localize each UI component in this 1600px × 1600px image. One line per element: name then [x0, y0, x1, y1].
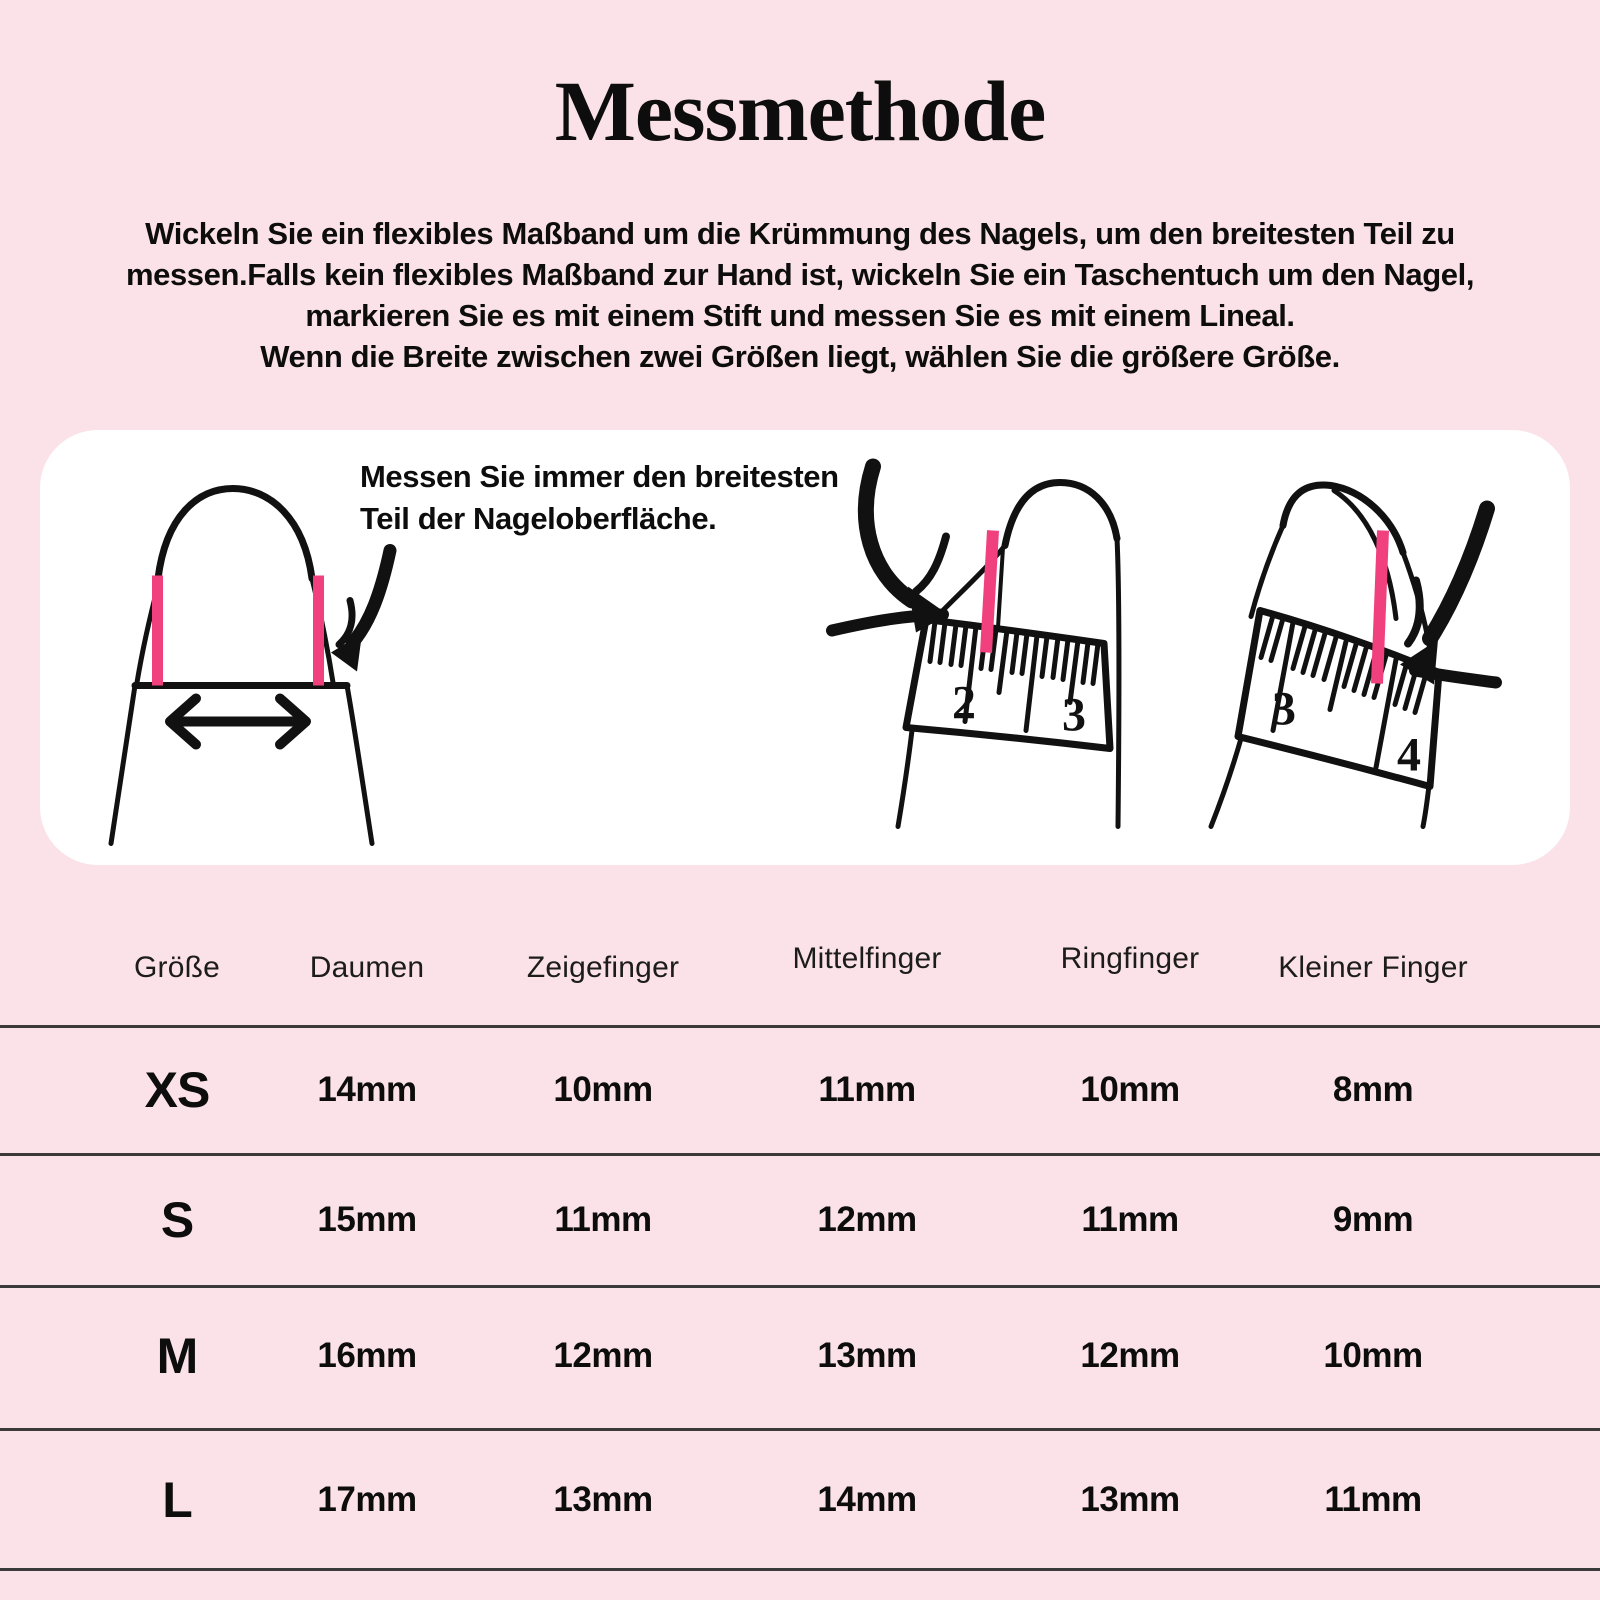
- header-mittelfinger: Mittelfinger: [792, 942, 942, 975]
- size-cell: M: [156, 1328, 198, 1384]
- page-title: Messmethode: [554, 63, 1046, 159]
- pointer-arrow-icon: [1400, 509, 1496, 685]
- value-cell: 9mm: [1332, 1200, 1414, 1239]
- table-divider: [0, 1428, 1600, 1431]
- table-divider: [0, 1285, 1600, 1288]
- table-divider: [0, 1153, 1600, 1156]
- value-cell: 17mm: [317, 1480, 417, 1519]
- measurement-diagram-panel: [40, 430, 1570, 865]
- value-cell: 10mm: [553, 1070, 653, 1109]
- header-zeigefinger: Zeigefinger: [526, 951, 680, 984]
- value-cell: 12mm: [553, 1336, 653, 1375]
- panel-note: [360, 456, 839, 540]
- value-cell: 16mm: [317, 1336, 417, 1375]
- header-daumen: Daumen: [309, 951, 425, 984]
- size-cell: L: [162, 1472, 192, 1528]
- pointer-arrow-icon: [832, 467, 948, 633]
- value-cell: 13mm: [1080, 1480, 1180, 1519]
- panel-note-line: Teil der Nageloberfläche.: [360, 501, 717, 536]
- intro-line: markieren Sie es mit einem Stift und messen Sie es mit einem Lineal.: [305, 298, 1295, 333]
- value-cell: 11mm: [554, 1200, 652, 1239]
- value-cell: 12mm: [817, 1200, 917, 1239]
- value-cell: 11mm: [1081, 1200, 1179, 1239]
- ruler-number: 3: [1272, 682, 1296, 736]
- table-divider: [0, 1568, 1600, 1571]
- header-groesse: Größe: [133, 951, 221, 984]
- size-cell: XS: [144, 1062, 210, 1118]
- value-cell: 10mm: [1323, 1336, 1423, 1375]
- value-cell: 8mm: [1332, 1070, 1414, 1109]
- value-cell: 13mm: [817, 1336, 917, 1375]
- value-cell: 13mm: [553, 1480, 653, 1519]
- value-cell: 10mm: [1080, 1070, 1180, 1109]
- table-divider: [0, 1025, 1600, 1028]
- value-cell: 15mm: [317, 1200, 417, 1239]
- header-kleiner-finger: Kleiner Finger: [1278, 951, 1468, 984]
- table-row-m: [0, 1316, 1600, 1396]
- measure-line-icon: [986, 531, 993, 653]
- nail-width-diagram: [111, 489, 390, 844]
- header-ringfinger: Ringfinger: [1060, 942, 1200, 975]
- ruler-number: 3: [1062, 688, 1086, 742]
- pointer-arrow-icon: [331, 551, 390, 672]
- tape-measure-diagram-right: [1211, 485, 1496, 827]
- measure-line-icon: [313, 576, 324, 686]
- value-cell: 11mm: [1324, 1480, 1422, 1519]
- intro-line: Wickeln Sie ein flexibles Maßband um die Krümmung des Nagels, um den breitesten Teil zu: [145, 216, 1455, 251]
- table-row-l: [0, 1460, 1600, 1540]
- value-cell: 14mm: [817, 1480, 917, 1519]
- ruler-number: 4: [1397, 728, 1421, 782]
- tape-measure-diagram-left: [832, 467, 1119, 827]
- intro-line: Wenn die Breite zwischen zwei Größen liegt, wählen Sie die größere Größe.: [260, 339, 1340, 374]
- measure-line-icon: [1377, 531, 1383, 684]
- table-header-row: [0, 930, 1600, 1006]
- value-cell: 14mm: [317, 1070, 417, 1109]
- size-cell: S: [160, 1192, 194, 1248]
- intro-line: messen.Falls kein flexibles Maßband zur Hand ist, wickeln Sie ein Taschentuch um den Nagel,: [125, 257, 1475, 292]
- intro-paragraph: [0, 213, 1600, 377]
- measure-line-icon: [152, 576, 163, 686]
- ruler-number: 2: [952, 676, 976, 730]
- value-cell: 11mm: [818, 1070, 916, 1109]
- panel-note-line: Messen Sie immer den breitesten: [360, 459, 839, 494]
- width-double-arrow-icon: [170, 699, 306, 745]
- table-row-xs: [0, 1050, 1600, 1130]
- table-row-s: [0, 1180, 1600, 1260]
- value-cell: 12mm: [1080, 1336, 1180, 1375]
